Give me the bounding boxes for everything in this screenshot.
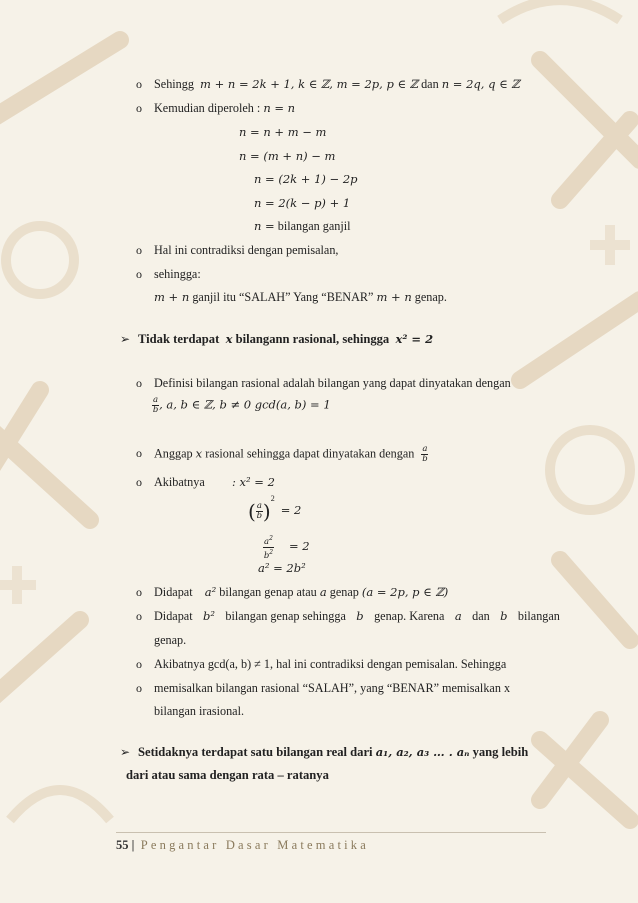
akibat-eq-frac2: $\frac{a^2}{b^2}$ = 2 xyxy=(263,535,310,561)
bullet: o xyxy=(136,609,142,623)
list-item-anggap: Anggap x rasional sehingga dapat dinyatakan dengan $\frac{a}{b}$ xyxy=(154,444,428,464)
math-formula: n = 2q, q ∈ ℤ xyxy=(441,77,520,91)
section-heading-cont: dari atau sama dengan rata – ratanya xyxy=(126,768,329,782)
bullet: o xyxy=(136,657,142,671)
akibat-eq-frac: ( $\frac{a}{b}$ )$^2$ = 2 xyxy=(248,494,302,524)
arrow-bullet-icon: ➢ xyxy=(120,332,131,346)
akibat-label: Akibatnya xyxy=(154,475,205,489)
continuation: genap. xyxy=(154,633,187,647)
bullet: o xyxy=(136,681,142,695)
bullet: o xyxy=(136,243,142,257)
derivation-line: n = (2k + 1) − 2p xyxy=(254,172,358,186)
bullet: o xyxy=(136,475,142,489)
list-item: sehingga: xyxy=(154,267,201,281)
math-formula: m + n = 2k + 1, k ∈ ℤ, m = 2p, p ∈ ℤ xyxy=(200,77,419,91)
bullet: o xyxy=(136,376,142,390)
derivation-line: n = (m + n) − m xyxy=(239,149,336,163)
conclusion-line: m + n ganjil itu “SALAH” Yang “BENAR” m + n genap. xyxy=(154,290,447,304)
section-heading: Tidak terdapat x bilangann rasional, sehingga x² = 2 xyxy=(138,332,434,346)
bullet: o xyxy=(136,585,142,599)
page-footer xyxy=(116,838,369,853)
list-item-kemudian: Kemudian diperoleh : n = n xyxy=(154,101,296,115)
derivation-line: n = 2(k − p) + 1 xyxy=(254,196,351,210)
math-formula: n = n xyxy=(263,101,296,115)
definition-text: Definisi bilangan rasional adalah bilangan yang dapat dinyatakan dengan xyxy=(154,376,511,390)
continuation: bilangan irasional. xyxy=(154,704,245,718)
item-label: Sehingg xyxy=(154,77,194,91)
bullet: o xyxy=(136,446,142,460)
list-item-akibat2: Akibatnya gcd(a, b) ≠ 1, hal ini contradiksi dengan pemisalan. Sehingga xyxy=(154,657,507,671)
akibat-eq: : x² = 2 xyxy=(232,475,275,489)
section-heading: Setidaknya terdapat satu bilangan real dari a₁, a₂, a₃ … . aₙ yang lebih xyxy=(138,745,529,759)
page-number: 55 | xyxy=(116,838,135,852)
book-title: Pengantar Dasar Matematika xyxy=(140,838,369,852)
bullet: o xyxy=(136,101,142,115)
derivation-line: n = n + m − m xyxy=(239,125,327,139)
arrow-bullet-icon: ➢ xyxy=(120,745,131,759)
definition-formula: $\frac{a}{b}$ , a, b ∈ ℤ, b ≠ 0 gcd(a, b) = 1 xyxy=(152,395,331,415)
bullet: o xyxy=(136,77,142,91)
akibat-eq-final: a² = 2b² xyxy=(258,561,306,575)
list-item-memisal: memisalkan bilangan rasional “SALAH”, yang “BENAR” memisalkan x xyxy=(154,681,511,695)
list-item-didapat2: Didapat b² bilangan genap sehingga b genap. Karena a dan b bilangan xyxy=(154,609,560,623)
footer-rule xyxy=(116,832,546,833)
list-item-didapat: Didapat a² bilangan genap atau a genap (a = 2p, p ∈ ℤ) xyxy=(154,585,449,599)
derivation-result: n = bilangan ganjil xyxy=(254,219,351,233)
list-item-sehingga: Sehingg m + n = 2k + 1, k ∈ ℤ, m = 2p, p ∈ ℤ dan n = 2q, q ∈ ℤ xyxy=(154,77,520,91)
bullet: o xyxy=(136,267,142,281)
list-item: Hal ini contradiksi dengan pemisalan, xyxy=(154,243,339,257)
